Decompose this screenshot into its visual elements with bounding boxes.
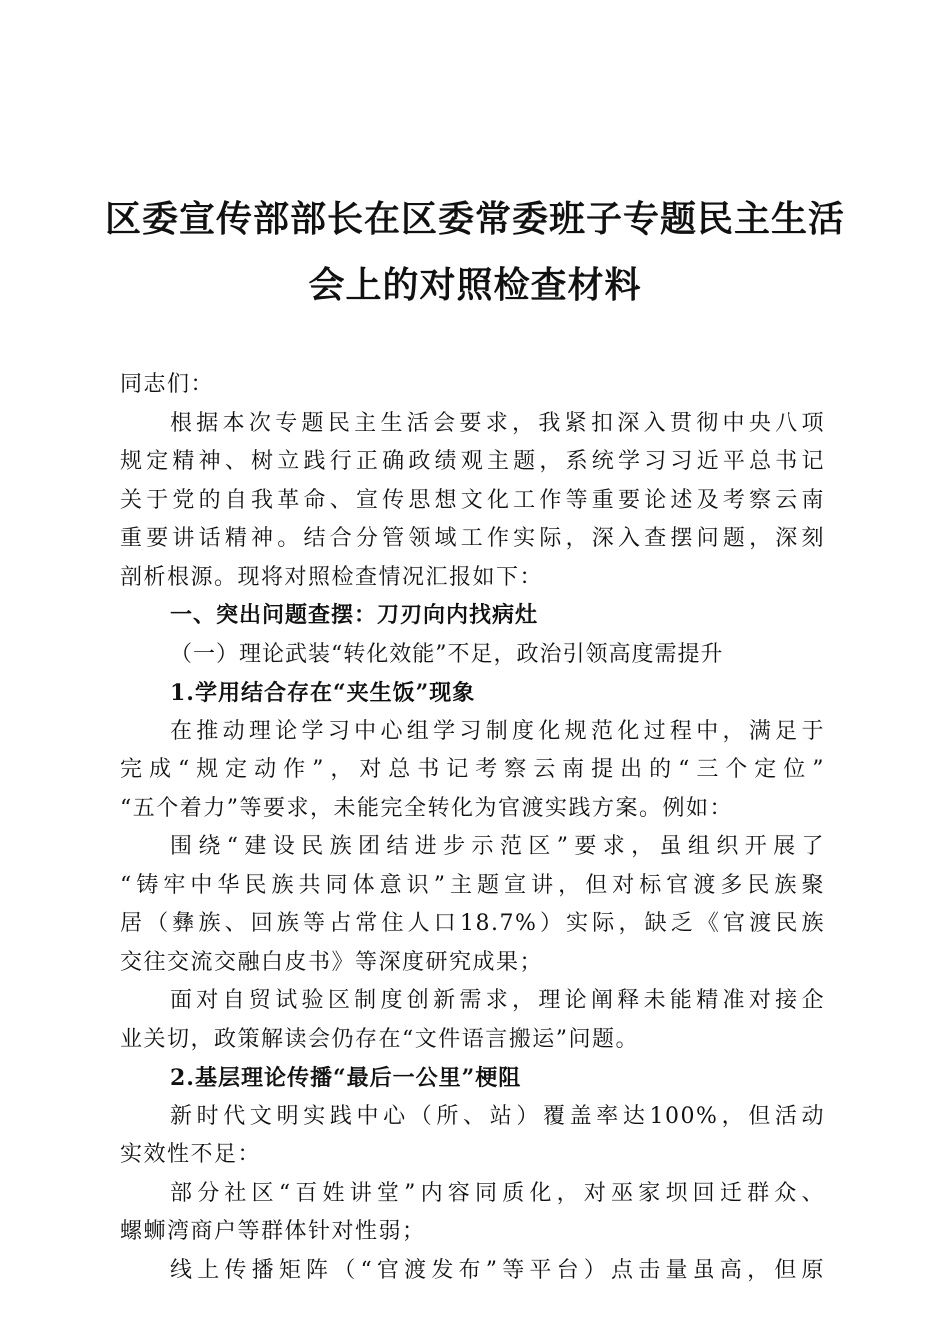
paragraph-line: “五个着力”等要求，未能完全转化为官渡实践方案。例如： [120,795,733,821]
paragraph-line: 交往交流交融白皮书》等深度研究成果； [120,949,544,975]
paragraph-line: “铸牢中华民族共同体意识”主题宣讲，但对标官渡多民族聚 [120,872,825,898]
paragraph-line: 剖析根源。现将对照检查情况汇报如下： [120,564,544,590]
paragraph-line: 面对自贸试验区制度创新需求，理论阐释未能精准对接企 [170,988,825,1013]
document-body [120,366,825,1290]
document-title-line-1: 区委宣传部部长在区委常委班子专题民主生活 [104,199,845,240]
item-heading: 2.基层理论传播“最后一公里”梗阻 [170,1065,522,1091]
paragraph-line: 规定精神、树立践行正确政绩观主题，系统学习习近平总书记 [120,449,825,474]
paragraph-line: 新时代文明实践中心（所、站）覆盖率达100%，但活动 [170,1103,825,1129]
paragraph-line: 重要讲话精神。结合分管领域工作实际，深入查摆问题，深刻 [120,526,825,551]
paragraph-line: 在推动理论学习中心组学习制度化规范化过程中，满足于 [170,718,825,744]
paragraph-line: 业关切，政策解读会仍存在“文件语言搬运”问题。 [120,1026,639,1052]
subsection-heading: （一）理论武装“转化效能”不足，政治引领高度需提升 [170,641,724,667]
item-heading: 1.学用结合存在“夹生饭”现象 [170,680,476,706]
paragraph-line: 部分社区“百姓讲堂”内容同质化，对巫家坝回迁群众、 [170,1180,825,1206]
paragraph-line: 根据本次专题民主生活会要求，我紧扣深入贯彻中央八项 [170,410,825,436]
salutation: 同志们： [120,372,215,397]
paragraph-line: 线上传播矩阵（“官渡发布”等平台）点击量虽高，但原 [170,1257,825,1283]
paragraph-line: 居（彝族、回族等占常住人口18.7%）实际，缺乏《官渡民族 [120,911,825,936]
paragraph-line: 实效性不足： [120,1142,262,1167]
paragraph-line: 围绕“建设民族团结进步示范区”要求，虽组织开展了 [170,834,825,859]
section-heading: 一、突出问题查摆：刀刃向内找病灶 [170,603,539,628]
document-title-line-2: 会上的对照检查材料 [308,265,642,306]
paragraph-line: 关于党的自我革命、宣传思想文化工作等重要论述及考察云南 [120,487,825,513]
paragraph-line: 螺蛳湾商户等群体针对性弱； [120,1219,426,1244]
paragraph-line: 完成“规定动作”，对总书记考察云南提出的“三个定位” [120,757,825,782]
